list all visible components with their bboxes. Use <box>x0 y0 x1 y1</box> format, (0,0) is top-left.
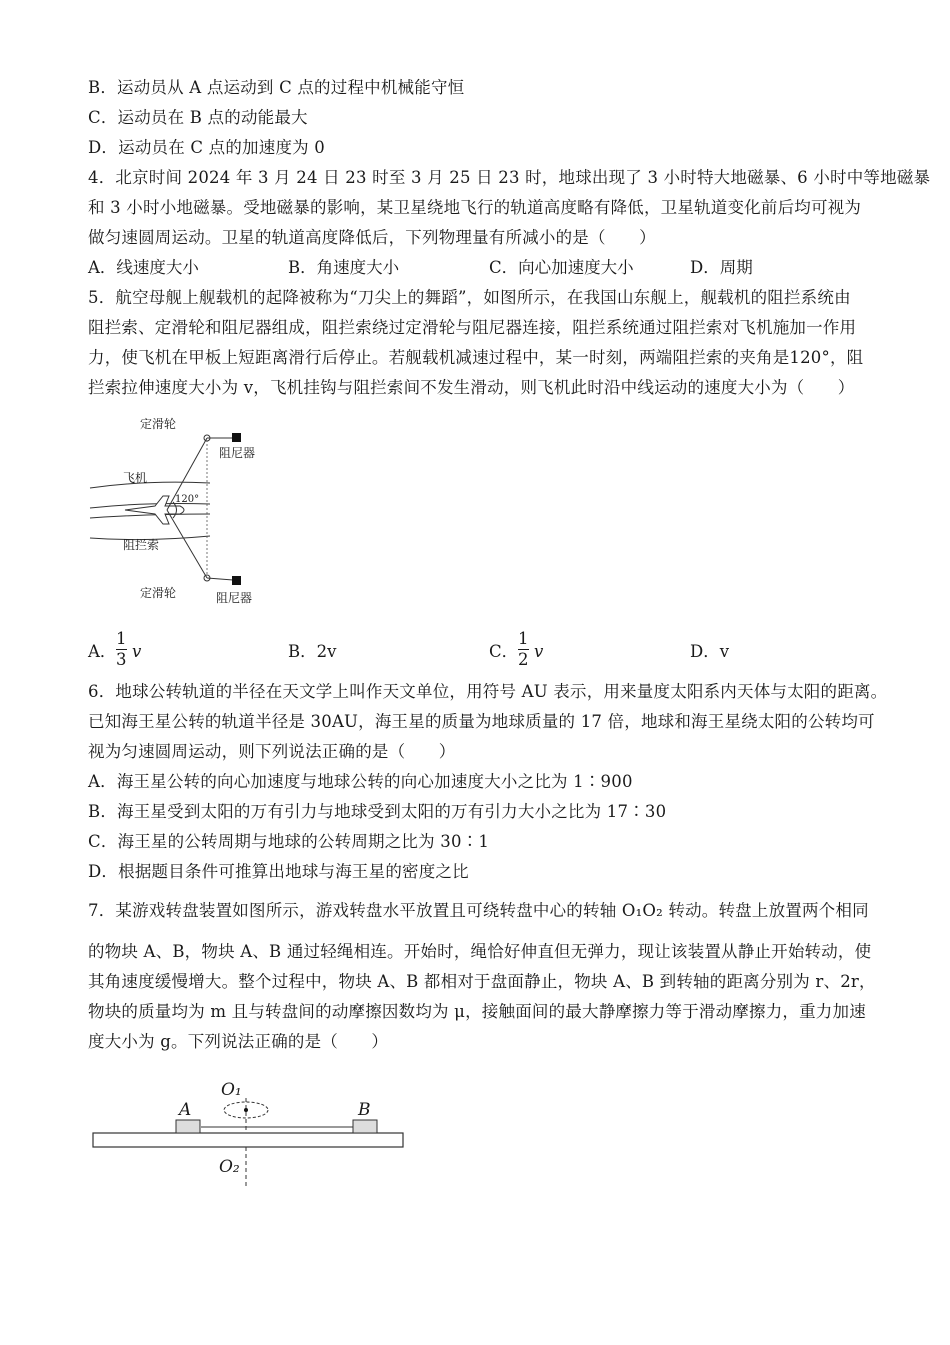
damper-top-icon <box>232 433 241 442</box>
q4-option-d: D．周期 <box>690 258 753 277</box>
q7-stem-line2: 的物块 A、B，物块 A、B 通过轻绳相连。开始时，绳恰好伸直但无弹力，现让该装置从静止开始转动，使 <box>88 942 872 961</box>
q6-stem-line2: 已知海王星公转的轨道半径是 30AU，海王星的质量为地球质量的 17 倍，地球和海王星绕太阳的公转均可 <box>88 712 875 731</box>
block-a <box>176 1120 200 1133</box>
turntable-plate <box>93 1133 403 1147</box>
label-o1: O₁ <box>221 1080 242 1100</box>
q7-stem-line1: 7．某游戏转盘装置如图所示，游戏转盘水平放置且可绕转盘中心的转轴 O₁O₂ 转动。转盘上放置两个相同 <box>88 901 869 920</box>
q3-option-c: C．运动员在 B 点的动能最大 <box>88 108 308 127</box>
q5-option-d: D．v <box>690 642 730 661</box>
q4-option-c: C．向心加速度大小 <box>489 258 634 277</box>
q6-stem-line3: 视为匀速圆周运动，则下列说法正确的是（ ） <box>88 742 456 761</box>
label-plane: 飞机 <box>123 471 148 485</box>
label-block-b: B <box>358 1100 371 1120</box>
q5-stem-line3: 力，使飞机在甲板上短距离滑行后停止。若舰载机减速过程中，某一时刻，两端阻拦索的夹角是120°，阻 <box>88 348 864 367</box>
q6-option-d: D．根据题目条件可推算出地球与海王星的密度之比 <box>88 862 469 881</box>
q5-option-c-label: C． <box>489 642 519 661</box>
q7-stem-line3: 其角速度缓慢增大。整个过程中，物块 A、B 都相对于盘面静止，物块 A、B 到转轴的距离分别为 r、2r， <box>88 972 876 991</box>
fraction-numerator: 1 <box>116 629 127 648</box>
label-cable: 阻拦索 <box>123 538 160 552</box>
q5-option-a-var: v <box>132 642 142 661</box>
q5-stem-line2: 阻拦索、定滑轮和阻尼器组成，阻拦索绕过定滑轮与阻尼器连接，阻拦系统通过阻拦索对飞机施加一作用 <box>88 318 857 337</box>
q4-option-b: B．角速度大小 <box>288 258 400 277</box>
q5-option-c-fraction <box>518 630 529 669</box>
q6-stem-line1: 6．地球公转轨道的半径在天文学上叫作天文单位，用符号 AU 表示，用来量度太阳系内天体与太阳的距离。 <box>88 682 888 701</box>
q7-stem-line5: 度大小为 g。下列说法正确的是（ ） <box>88 1032 389 1051</box>
q3-option-b: B．运动员从 A 点运动到 C 点的过程中机械能守恒 <box>88 78 465 97</box>
block-b <box>353 1120 377 1133</box>
q5-stem-line1: 5．航空母舰上舰载机的起降被称为“刀尖上的舞蹈”，如图所示，在我国山东舰上，舰载机的阻拦系统由 <box>88 288 851 307</box>
label-damper-bottom: 阻尼器 <box>216 591 253 605</box>
damper-bottom-icon <box>232 576 241 585</box>
q5-option-a-label: A． <box>88 642 117 661</box>
q5-option-a-fraction <box>116 630 127 669</box>
q6-option-b: B．海王星受到太阳的万有引力与地球受到太阳的万有引力大小之比为 17∶30 <box>88 802 667 821</box>
q7-stem-line4: 物块的质量均为 m 且与转盘间的动摩擦因数均为 μ，接触面间的最大静摩擦力等于滑动摩擦力，重力加速 <box>88 1002 866 1021</box>
q5-option-b: B．2v <box>288 642 337 661</box>
q4-stem-line2: 和 3 小时小地磁暴。受地磁暴的影响，某卫星绕地飞行的轨道高度略有降低，卫星轨道变化前后均可视为 <box>88 198 862 217</box>
label-block-a: A <box>179 1100 192 1120</box>
fraction-numerator: 1 <box>518 629 529 648</box>
q4-option-a: A．线速度大小 <box>88 258 199 277</box>
q4-stem-line3: 做匀速圆周运动。卫星的轨道高度降低后，下列物理量有所减小的是（ ） <box>88 228 656 247</box>
q6-option-c: C．海王星的公转周期与地球的公转周期之比为 30∶1 <box>88 832 490 851</box>
q6-option-a: A．海王星公转的向心加速度与地球公转的向心加速度大小之比为 1∶900 <box>88 772 633 791</box>
label-pulley-top: 定滑轮 <box>140 417 177 431</box>
label-pulley-bottom: 定滑轮 <box>140 586 177 600</box>
q4-stem-line1: 4．北京时间 2024 年 3 月 24 日 23 时至 3 月 25 日 23 时，地球出现了 3 小时特大地磁暴、6 小时中等地磁暴 <box>88 168 931 187</box>
label-angle: 120° <box>175 494 200 505</box>
fraction-denominator: 3 <box>116 650 127 669</box>
fraction-denominator: 2 <box>518 650 529 669</box>
q7-turntable-figure <box>88 1070 418 1195</box>
q3-option-d: D．运动员在 C 点的加速度为 0 <box>88 138 325 157</box>
label-o2: O₂ <box>219 1157 240 1177</box>
q5-stem-line4: 拦索拉伸速度大小为 v，飞机挂钩与阻拦索间不发生滑动，则飞机此时沿中线运动的速度大小为（ ） <box>88 378 855 397</box>
label-damper-top: 阻尼器 <box>219 446 256 460</box>
q5-arresting-cable-figure <box>85 410 305 610</box>
q5-option-c-var: v <box>534 642 544 661</box>
